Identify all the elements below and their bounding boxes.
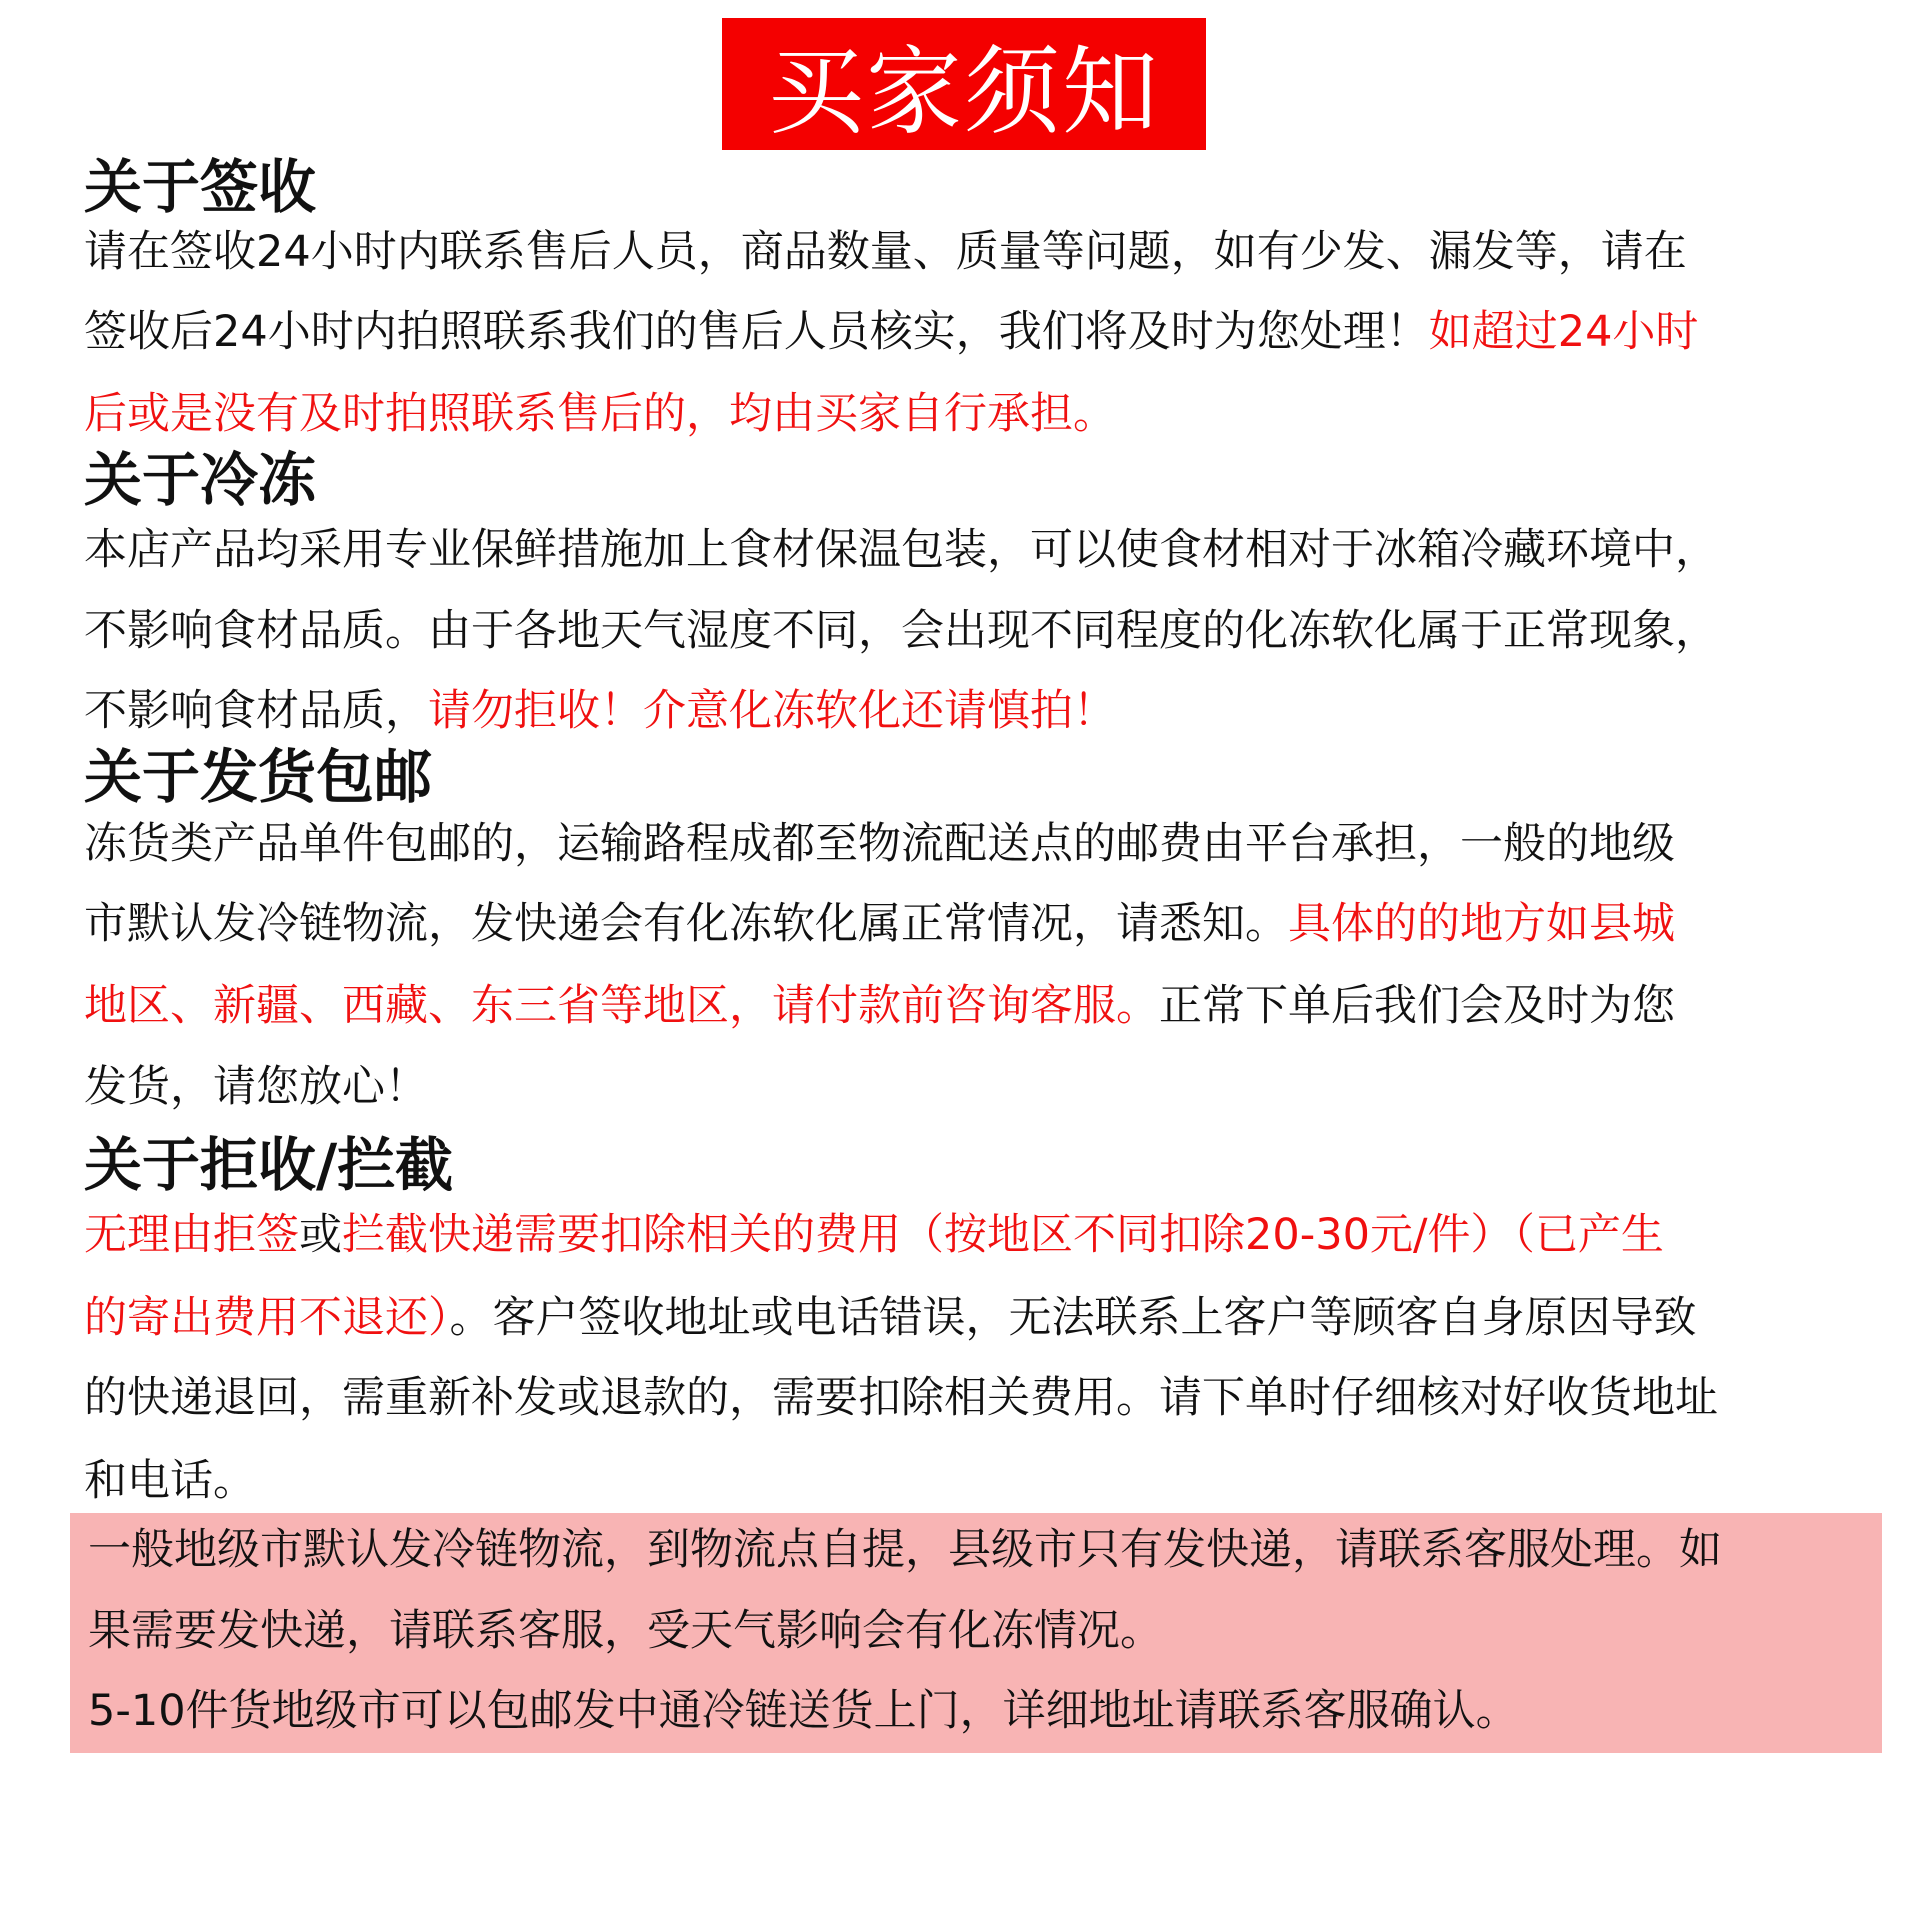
highlighted-text: 具体的的地方如县城 xyxy=(1288,899,1675,949)
body-text: 签收后24小时内拍照联系我们的售后人员核实，我们将及时为您处理！ xyxy=(84,307,1429,357)
body-text: 发货，请您放心！ xyxy=(84,1062,428,1112)
body-text: 不影响食材品质， xyxy=(84,686,428,736)
section-heading: 关于签收 xyxy=(84,153,317,221)
highlighted-text: 拦截快递需要扣除相关的费用（按地区不同扣除20-30元/件）（已产生 xyxy=(342,1210,1664,1260)
highlighted-text: 地区、新疆、西藏、东三省等地区，请付款前咨询客服。 xyxy=(84,981,1159,1031)
body-text: 的快递退回，需重新补发或退款的，需要扣除相关费用。请下单时仔细核对好收货地址 xyxy=(84,1373,1718,1423)
body-text: 不影响食材品质。由于各地天气湿度不同，会出现不同程度的化冻软化属于正常现象， xyxy=(84,606,1718,656)
section-heading: 关于拒收/拦截 xyxy=(84,1131,454,1199)
section-heading: 关于发货包邮 xyxy=(84,743,433,811)
section-line xyxy=(84,603,1718,659)
body-text: 和电话。 xyxy=(84,1456,256,1506)
highlighted-text: 如超过24小时 xyxy=(1428,307,1699,357)
body-text: 或 xyxy=(299,1210,342,1260)
section-line xyxy=(84,1290,1697,1346)
section-line xyxy=(84,978,1675,1034)
body-text: 。客户签收地址或电话错误，无法联系上客户等顾客自身原因导致 xyxy=(449,1293,1697,1343)
section-line xyxy=(84,1059,428,1115)
page-title: 买家须知 xyxy=(768,35,1160,148)
body-text: 正常下单后我们会及时为您 xyxy=(1159,981,1675,1031)
notice-line: 一般地级市默认发冷链物流，到物流点自提，县级市只有发快递，请联系客服处理。如 xyxy=(88,1525,1722,1575)
section-line xyxy=(84,522,1718,578)
notice-line: 果需要发快递，请联系客服，受天气影响会有化冻情况。 xyxy=(88,1606,1163,1656)
section-line xyxy=(84,816,1675,872)
section-line xyxy=(84,683,1116,739)
highlighted-text: 的寄出费用不退还） xyxy=(84,1293,450,1343)
highlighted-text: 无理由拒签 xyxy=(84,1210,299,1260)
section-line xyxy=(84,304,1698,360)
section-line xyxy=(84,1453,256,1509)
body-text: 请在签收24小时内联系售后人员，商品数量、质量等问题，如有少发、漏发等，请在 xyxy=(84,227,1687,277)
page-title-banner xyxy=(722,18,1206,150)
body-text: 本店产品均采用专业保鲜措施加上食材保温包装，可以使食材相对于冰箱冷藏环境中， xyxy=(84,525,1718,575)
section-heading: 关于冷冻 xyxy=(84,446,317,514)
notice-line: 5-10件货地级市可以包邮发中通冷链送货上门，详细地址请联系客服确认。 xyxy=(88,1686,1519,1736)
section-line xyxy=(84,224,1687,280)
highlighted-text: 后或是没有及时拍照联系售后的，均由买家自行承担。 xyxy=(84,389,1116,439)
highlighted-text: 请勿拒收！介意化冻软化还请慎拍！ xyxy=(428,686,1116,736)
section-line xyxy=(84,1207,1664,1263)
section-line xyxy=(84,1370,1718,1426)
body-text: 冻货类产品单件包邮的，运输路程成都至物流配送点的邮费由平台承担，一般的地级 xyxy=(84,819,1675,869)
section-line xyxy=(84,896,1675,952)
section-line xyxy=(84,386,1116,442)
body-text: 市默认发冷链物流，发快递会有化冻软化属正常情况，请悉知。 xyxy=(84,899,1288,949)
